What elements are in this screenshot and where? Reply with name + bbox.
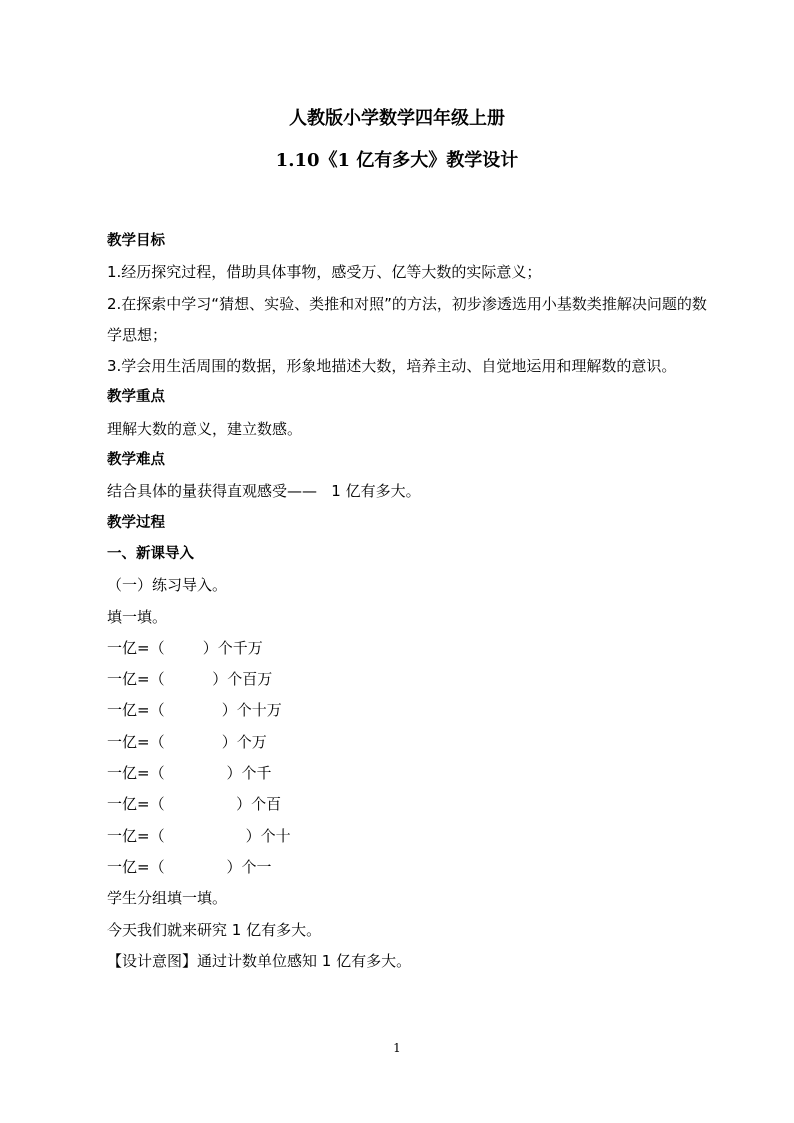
document-body bbox=[107, 226, 707, 977]
fill-blank-item: 一亿=（ ）个百万 bbox=[107, 670, 273, 689]
section-heading: 一、新课导入 bbox=[107, 545, 194, 562]
fill-blank-item: 一亿=（ ）个十 bbox=[107, 826, 291, 845]
heading-key-points: 教学重点 bbox=[107, 389, 165, 406]
fill-blank-item: 一亿=（ ）个十万 bbox=[107, 701, 282, 720]
goal-item: 2.在探索中学习“猜想、实验、类推和对照”的方法，初步渗透选用小基数类推解决问题的数学思想； bbox=[107, 294, 707, 344]
fill-blank-item: 一亿=（ ）个百 bbox=[107, 795, 282, 814]
fill-blank-item: 一亿=（ ）个千万 bbox=[107, 638, 263, 657]
fill-intro: 填一填。 bbox=[107, 607, 168, 626]
key-points-text: 理解大数的意义，建立数感。 bbox=[107, 419, 303, 438]
page-number: 1 bbox=[393, 1041, 401, 1055]
fill-blank-item: 一亿=（ ）个万 bbox=[107, 732, 267, 751]
subsection-heading: （一）练习导入。 bbox=[107, 576, 228, 595]
lesson-title: 1.10《1 亿有多大》教学设计 bbox=[275, 150, 519, 171]
design-intent-text: 【设计意图】通过计数单位感知 1 亿有多大。 bbox=[107, 951, 412, 970]
fill-blank-item: 一亿=（ ）个一 bbox=[107, 857, 272, 876]
heading-teaching-goals: 教学目标 bbox=[107, 233, 165, 249]
fill-blank-item: 一亿=（ ）个千 bbox=[107, 764, 272, 783]
difficulties-text: 结合具体的量获得直观感受—— 1 亿有多大。 bbox=[107, 482, 421, 501]
today-topic-text: 今天我们就来研究 1 亿有多大。 bbox=[107, 920, 322, 939]
heading-difficulties: 教学难点 bbox=[107, 452, 165, 469]
document-title: 人教版小学数学四年级上册 bbox=[289, 108, 505, 129]
group-activity-text: 学生分组填一填。 bbox=[107, 889, 228, 908]
heading-teaching-process: 教学过程 bbox=[107, 514, 165, 531]
goal-item: 1.经历探究过程，借助具体事物，感受万、亿等大数的实际意义； bbox=[107, 263, 542, 282]
goal-item: 3.学会用生活周围的数据，形象地描述大数，培养主动、自觉地运用和理解数的意识。 bbox=[107, 357, 677, 376]
